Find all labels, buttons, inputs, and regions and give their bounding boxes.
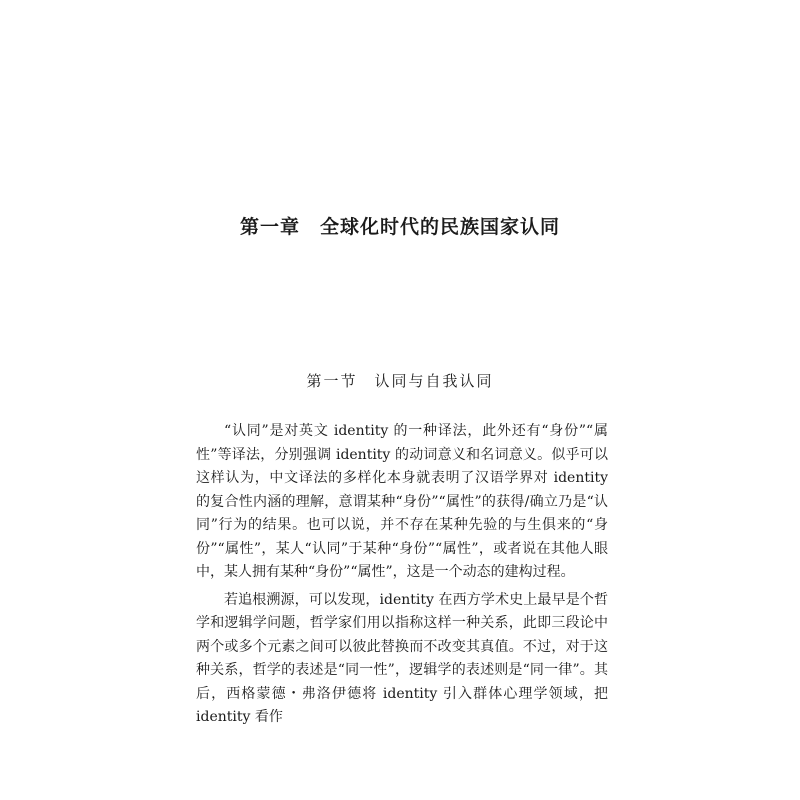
- chapter-title: 第一章 全球化时代的民族国家认同: [239, 216, 560, 238]
- section-title: 第一节 认同与自我认同: [306, 372, 494, 390]
- paragraph: 若追根溯源，可以发现，identity 在西方学术史上最早是个哲学和逻辑学问题，哲学家们用以指称这样一种关系，此即三段论中两个或多个元素之间可以彼此替换而不改变其真值。不过，对于这种关系，哲学的表述是“同一性”，逻辑学的表述则是“同一律”。其后，西格蒙德・弗洛伊德将 identity 引入群体心理学领域，把 identity 看作: [196, 591, 608, 725]
- body-text: [196, 420, 608, 730]
- paragraph: “认同”是对英文 identity 的一种译法，此外还有“身份”“属性”等译法，分别强调 identity 的动词意义和名词意义。似乎可以这样认为，中文译法的多样化本身就表明了汉语学界对 identity 的复合性内涵的理解，意谓某种“身份”“属性”的获得/确立乃是“认同”行为的结果。也可以说，并不存在某种先验的与生俱来的“身份”“属性”，某人“认同”于某种“身份”“属性”，或者说在其他人眼中，某人拥有某种“身份”“属性”，这是一个动态的建构过程。: [196, 423, 608, 580]
